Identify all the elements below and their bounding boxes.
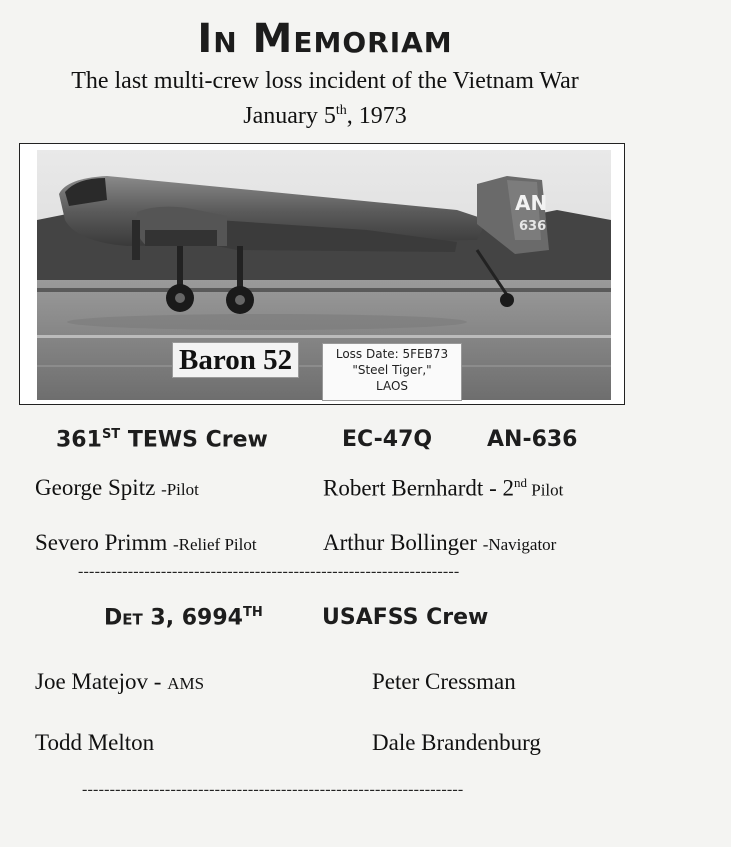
member-name: Todd Melton bbox=[35, 730, 155, 755]
crew1-member-robert-bernhardt bbox=[323, 475, 563, 502]
crew2-member-peter-cressman bbox=[372, 669, 516, 695]
member-role: Pilot bbox=[526, 480, 564, 500]
crew1-unit bbox=[56, 427, 268, 452]
member-name: Arthur Bollinger bbox=[323, 530, 483, 555]
tail-marking: AN bbox=[515, 191, 548, 215]
crew2-member-dale-brandenburg bbox=[372, 730, 541, 756]
crew2-unit-number: Det 3, 6994 bbox=[104, 605, 243, 631]
crew1-tail: AN-636 bbox=[487, 427, 578, 452]
crew1-member-arthur-bollinger bbox=[323, 530, 556, 556]
loss-location-1: "Steel Tiger," bbox=[352, 363, 432, 377]
member-role: -Navigator bbox=[482, 535, 557, 554]
date-month-day: January 5 bbox=[243, 103, 336, 129]
member-role: -Pilot bbox=[161, 480, 199, 499]
loss-date-sign bbox=[322, 343, 462, 401]
member-name: Robert Bernhardt - 2 bbox=[323, 475, 514, 501]
member-name: Dale Brandenburg bbox=[372, 730, 541, 755]
crew1-member-george-spitz bbox=[35, 475, 199, 501]
page-subtitle: The last multi-crew loss incident of the Vietnam War bbox=[71, 68, 579, 94]
date-year: , 1973 bbox=[346, 103, 407, 129]
crew1-aircraft: EC-47Q bbox=[342, 427, 433, 452]
member-ordinal: nd bbox=[513, 475, 527, 490]
loss-location-2: LAOS bbox=[375, 379, 409, 393]
loss-date: Loss Date: 5FEB73 bbox=[335, 347, 449, 361]
crew1-unit-suffix: ST bbox=[101, 427, 121, 442]
crew2-member-joe-matejov bbox=[35, 669, 204, 695]
separator-1: --------------------------------------------------------------------- bbox=[78, 563, 460, 580]
tail-number: 636 bbox=[519, 219, 547, 234]
page-title: In Memoriam bbox=[197, 16, 453, 62]
aircraft-photo bbox=[19, 143, 625, 405]
aircraft-sign-baron: Baron 52 bbox=[172, 342, 299, 378]
crew2-unit-name: USAFSS Crew bbox=[322, 605, 489, 630]
date-suffix: th bbox=[335, 103, 347, 118]
crew1-unit-name: TEWS Crew bbox=[120, 427, 268, 453]
member-name: Joe Matejov - bbox=[35, 669, 168, 694]
crew1-unit-number: 361 bbox=[56, 427, 102, 453]
incident-date bbox=[0, 96, 650, 131]
member-role: -Relief Pilot bbox=[173, 535, 257, 554]
separator-2: --------------------------------------------------------------------- bbox=[82, 781, 464, 798]
member-name: George Spitz bbox=[35, 475, 162, 500]
crew2-unit bbox=[104, 605, 263, 630]
crew2-unit-suffix: TH bbox=[242, 605, 263, 620]
member-name: Severo Primm bbox=[35, 530, 173, 555]
member-role: AMS bbox=[167, 674, 205, 693]
crew1-member-severo-primm bbox=[35, 530, 257, 556]
crew2-member-todd-melton bbox=[35, 730, 154, 756]
member-name: Peter Cressman bbox=[372, 669, 516, 694]
